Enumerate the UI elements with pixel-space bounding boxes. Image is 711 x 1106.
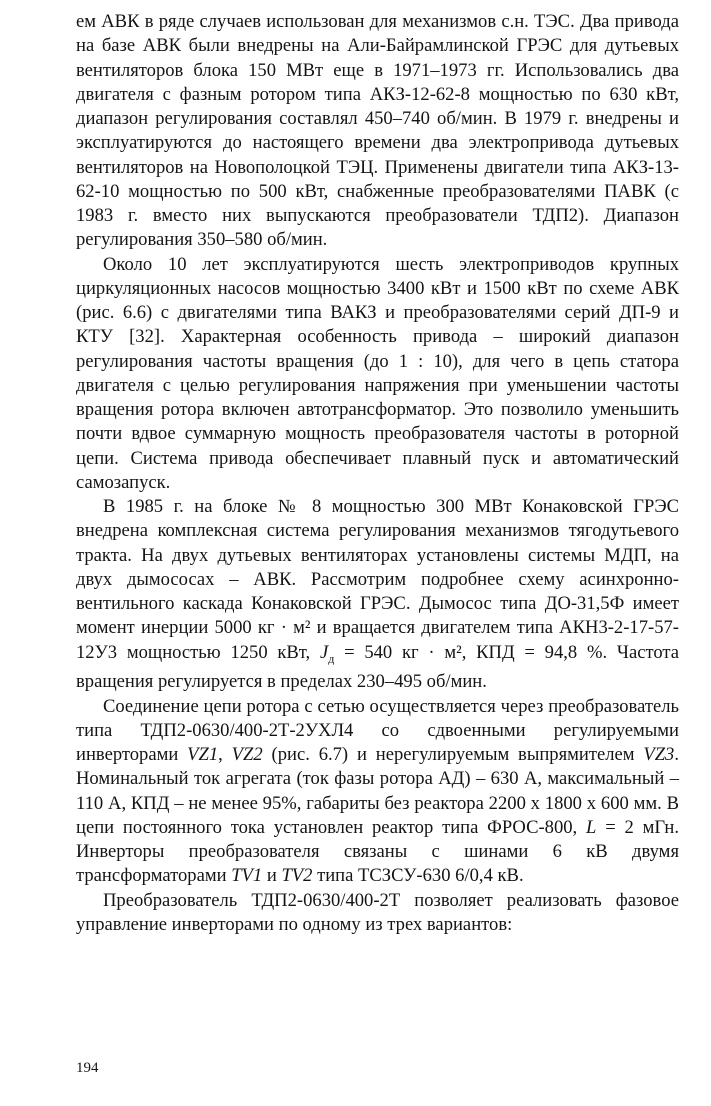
paragraph-5: Преобразователь ТДП2-0630/400-2Т позволяет реализовать фазовое управление инверторами по одному из трех вариантов: — [76, 889, 679, 935]
text-body — [76, 10, 679, 937]
paragraph-1: ем АВК в ряде случаев использован для механизмов с.н. ТЭС. Два привода на базе АВК были внедрены на Али-Байрамлинской ГРЭС для дутьевых вентиляторов блока 150 МВт еще в 1971–1973 гг. Использовались два двигателя с фазным ротором типа АКЗ-12-62-8 мощностью по 630 кВт, диапазон регулирования составлял 450–740 об/мин. В 1979 г. внедрены и эксплуатируются до настоящего времени два электропривода дутьевых вентиляторов на Новополоцкой ТЭЦ. Применены двигатели типа АКЗ-13-62-10 мощностью по 500 кВт, снабженные преобразователями ПАВК (с 1983 г. вместо них выпускаются преобразователи ТДП2). Диапазон регулирования 350–580 об/мин. — [76, 11, 679, 251]
paragraph-2: Около 10 лет эксплуатируются шесть электроприводов крупных циркуляционных насосов мощностью 3400 кВт и 1500 кВт по схеме АВК (рис. 6.6) с двигателями типа ВАКЗ и преобразователями серий ДП-9 и КТУ [32]. Характерная особенность привода – широкий диапазон регулирования частоты вращения (до 1 : 10), для чего в цепь статора двигателя с целью регулирования напряжения при уменьшении частоты вращения ротора включен автотрансформатор. Это позволило уменьшить почти вдвое суммарную мощность преобразователя частоты в роторной цепи. Система привода обеспечивает плавный пуск и автоматический самозапуск. — [76, 253, 679, 493]
paragraph-3: В 1985 г. на блоке № 8 мощностью 300 МВт Конаковской ГРЭС внедрена комплексная система регулирования механизмов тягодутьевого тракта. На двух дутьевых вентиляторах установлены системы МДП, на двух дымососах – АВК. Рассмотрим подробнее схему асинхронно-вентильного каскада Конаковской ГРЭС. Дымосос типа ДО-31,5Ф имеет момент инерции 5000 кг · м² и вращается двигателем типа АКН3-2-17-57-12У3 мощностью 1250 кВт, $J_д = 540$ кг · м², КПД = 94,8 %. Частота вращения регулируется в пределах 230–495 об/мин. — [76, 496, 679, 693]
paragraph-4: Соединение цепи ротора с сетью осуществляется через преобразователь типа ТДП2-0630/400-2Т-2УХЛ4 со сдвоенными регулируемыми инверторами VZ1, VZ2 (рис. 6.7) и нерегулируемым выпрямителем VZ3. Номинальный ток агрегата (ток фазы ротора АД) – 630 А, максимальный – 110 А, КПД – не менее 95%, габариты без реактора 2200 x 1800 x 600 мм. В цепи постоянного тока установлен реактор типа ФРОС-800, L = 2 мГн. Инверторы преобразователя связаны с шинами 6 кВ двумя трансформаторами TV1 и TV2 типа ТСЗСУ-630 6/0,4 кВ. — [76, 695, 680, 887]
page-number: 194 — [76, 1060, 99, 1076]
